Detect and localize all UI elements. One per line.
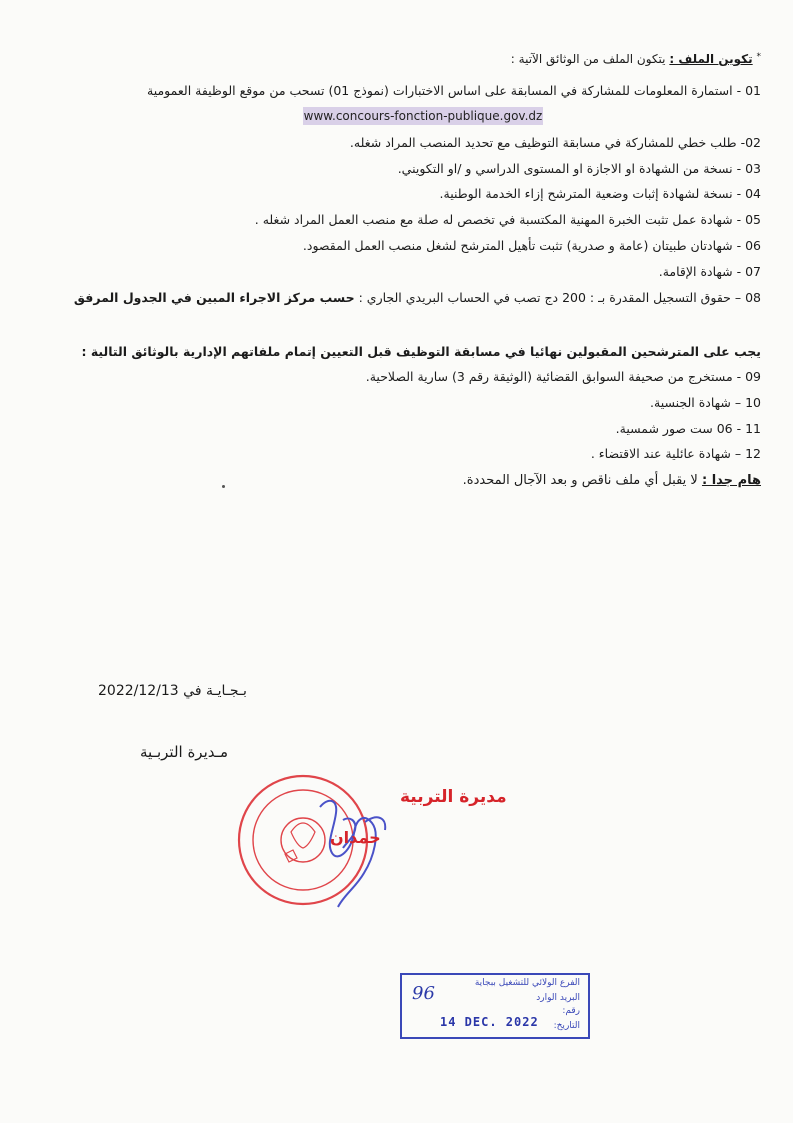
item-06: 06 - شهادتان طبيتان (عامة و صدرية) تثبت تأهيل المترشح لشغل منصب العمل المقصود. <box>302 238 761 253</box>
directorate-title: مـديرة التربـية <box>140 743 229 761</box>
heading-label: تكوين الملف : <box>669 52 753 66</box>
important-note <box>463 472 761 490</box>
signature-scribble <box>320 801 385 907</box>
received-stamp-org: الفرع الولائي للتشغيل ببجاية <box>474 978 580 988</box>
item-12: 12 – شهادة عائلية عند الاقتضاء . <box>590 446 761 461</box>
item-08-number: 08 – <box>734 290 761 305</box>
received-stamp-mail: البريد الوارد <box>536 993 580 1003</box>
item-10: 10 – شهادة الجنسية. <box>650 395 761 410</box>
item-03: 03 - نسخة من الشهادة او الاجازة او المستوى الدراسي و /او التكويني. <box>397 161 761 176</box>
item-11: 11 - 06 ست صور شمسية. <box>615 421 761 436</box>
item-07: 07 - شهادة الإقامة. <box>658 264 761 279</box>
item-09: 09 - مستخرج من صحيفة السوابق القضائية (الوثيقة رقم 3) سارية الصلاحية. <box>365 369 761 384</box>
item-08-text: حقوق التسجيل المقدرة بـ : 200 دج تصب في الحساب البريدي الجاري : <box>358 290 731 305</box>
received-stamp-date: 14 DEC. 2022 <box>440 1015 539 1029</box>
item-08-bold: حسب مركز الاجراء المبين في الجدول المرفق <box>73 290 355 305</box>
important-text: لا يقبل أي ملف ناقص و بعد الآجال المحددة. <box>462 473 698 488</box>
heading-text: يتكون الملف من الوثائق الآتية : <box>510 52 666 66</box>
important-label: هام جدا : <box>701 473 761 488</box>
item-04: 04 - نسخة لشهادة إثبات وضعية المترشح إزاء الخدمة الوطنية. <box>439 186 761 201</box>
file-composition-heading <box>511 52 761 66</box>
received-stamp-date-label: التاريخ: <box>553 1021 580 1031</box>
place-date: بـجـايـة في 2022/12/13 <box>98 683 247 699</box>
item-02: 02- طلب خطي للمشاركة في مسابقة التوظيف مع تحديد المنصب المراد شغله. <box>349 135 761 150</box>
stamp-title: مديرة التربية <box>400 787 507 807</box>
received-stamp-number: 96 <box>412 983 435 1004</box>
heading-mark: * <box>756 52 761 62</box>
received-stamp <box>400 973 590 1039</box>
item-05: 05 - شهادة عمل تثبت الخبرة المهنية المكتسبة في تخصص له صلة مع منصب العمل المراد شغله . <box>254 212 761 227</box>
stamp-name: حمدان <box>330 828 381 847</box>
item-01: 01 - استمارة المعلومات للمشاركة في المسابقة على اساس الاختبارات (نموذج 01) تسحب من موقع الوظيفة العمومية <box>147 83 761 98</box>
section2-title: يجب على المترشحين المقبولين نهائيا في مسابقة التوظيف قبل التعيين إتمام ملفاتهم الإدارية بالوثائق التالية : <box>81 344 761 359</box>
received-stamp-number-label: رقم: <box>562 1006 580 1016</box>
website-link[interactable]: www.concours-fonction-publique.gov.dz <box>303 109 543 123</box>
item-08 <box>74 289 761 307</box>
stray-dot <box>222 485 225 488</box>
